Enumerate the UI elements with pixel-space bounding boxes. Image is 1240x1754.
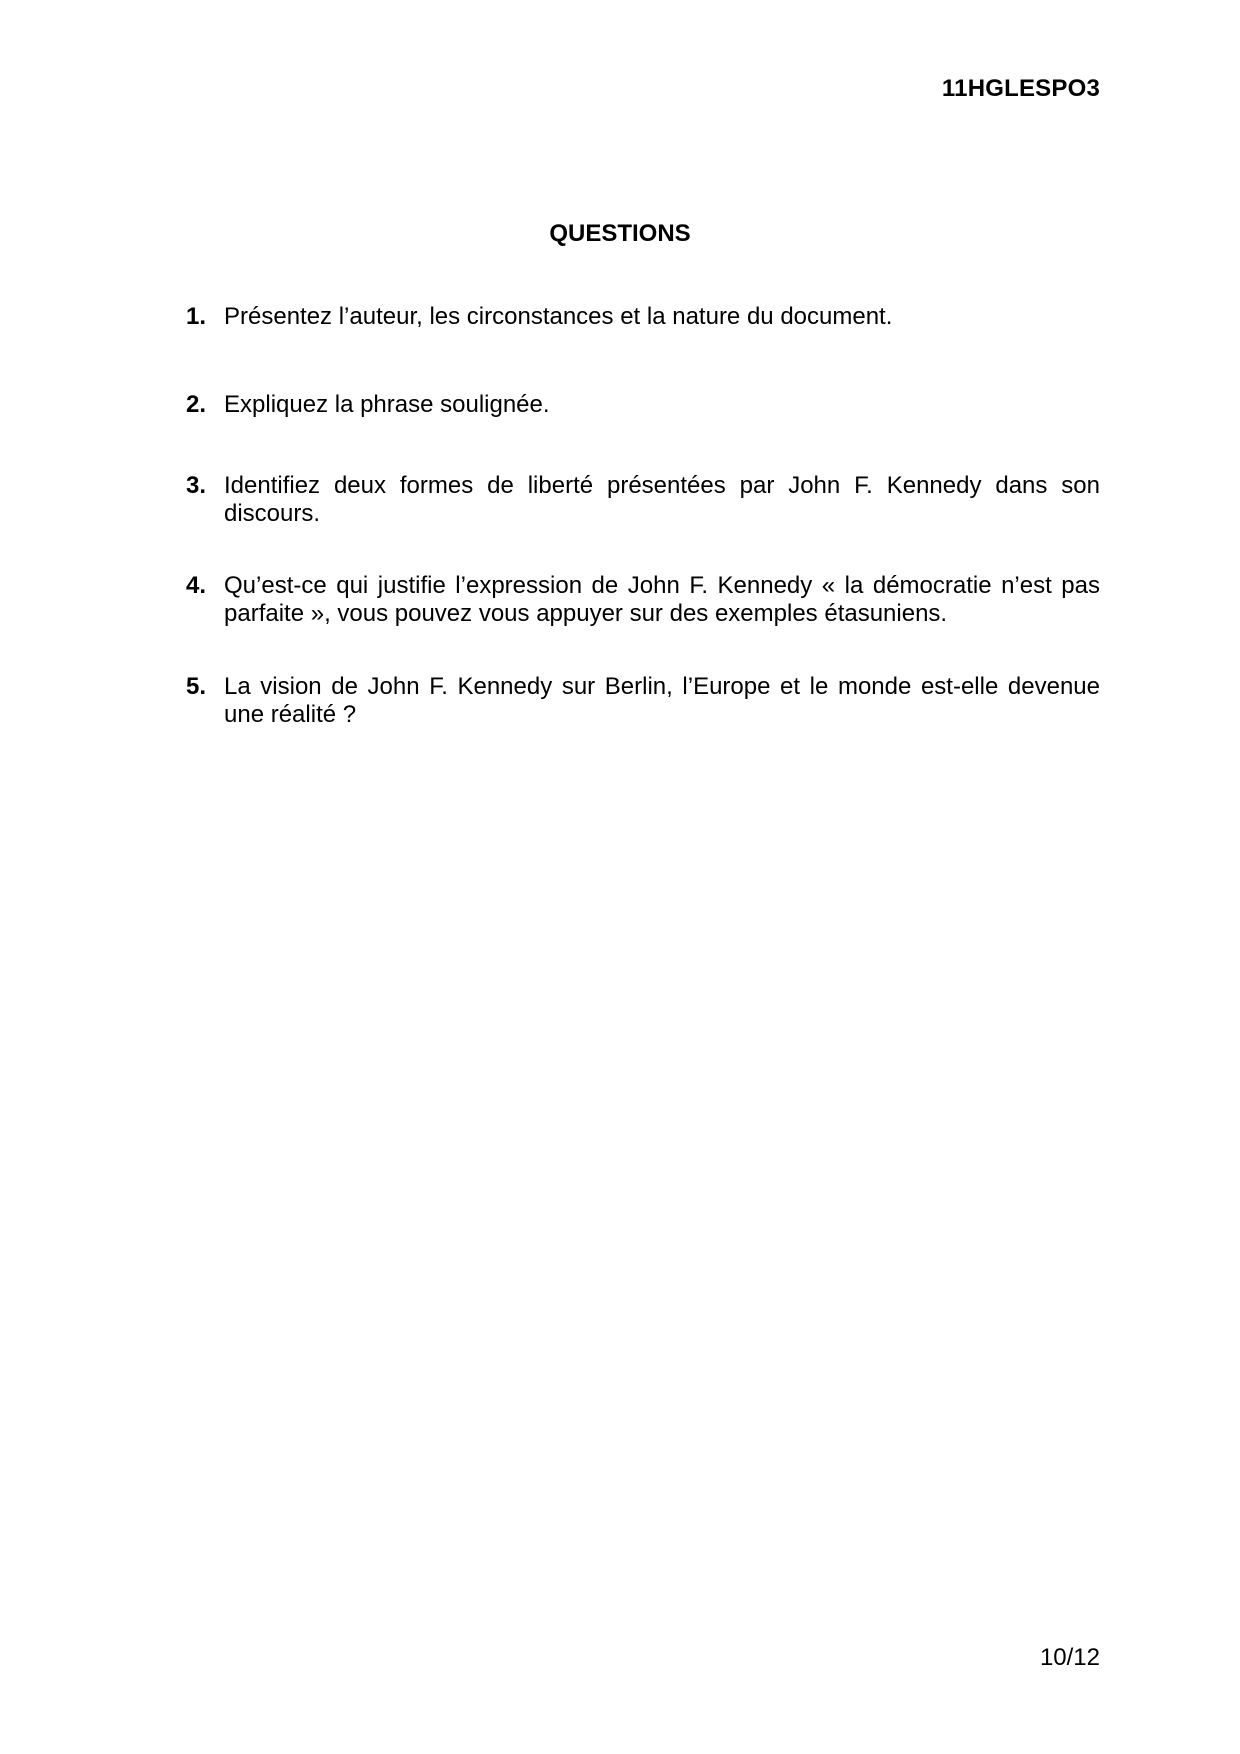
question-text: Expliquez la phrase soulignée. — [224, 391, 550, 418]
question-text: Qu’est-ce qui justifie l’expression de John F. Kennedy « la démocratie n’est pas parfaite », vous pouvez vous appuyer sur des exemples étasuniens. — [224, 572, 1100, 627]
questions-list — [186, 303, 1100, 729]
question-number: 4. — [186, 572, 207, 599]
question-item-5 — [186, 673, 1100, 729]
question-number: 2. — [186, 391, 207, 418]
question-text: Présentez l’auteur, les circonstances et la nature du document. — [224, 303, 893, 330]
question-number: 1. — [186, 303, 207, 330]
question-text: La vision de John F. Kennedy sur Berlin, l’Europe et le monde est-elle devenue une réalité ? — [224, 673, 1100, 728]
question-item-4 — [186, 572, 1100, 628]
question-text: Identifiez deux formes de liberté présentées par John F. Kennedy dans son discours. — [224, 472, 1100, 527]
question-item-2 — [186, 391, 1100, 419]
page-number: 10/12 — [1039, 1644, 1100, 1671]
question-number: 5. — [186, 673, 207, 700]
page-title: QUESTIONS — [549, 220, 691, 247]
question-item-1 — [186, 303, 1100, 331]
document-code: 11HGLESPO3 — [941, 75, 1100, 102]
question-item-3 — [186, 472, 1100, 528]
question-number: 3. — [186, 472, 207, 499]
